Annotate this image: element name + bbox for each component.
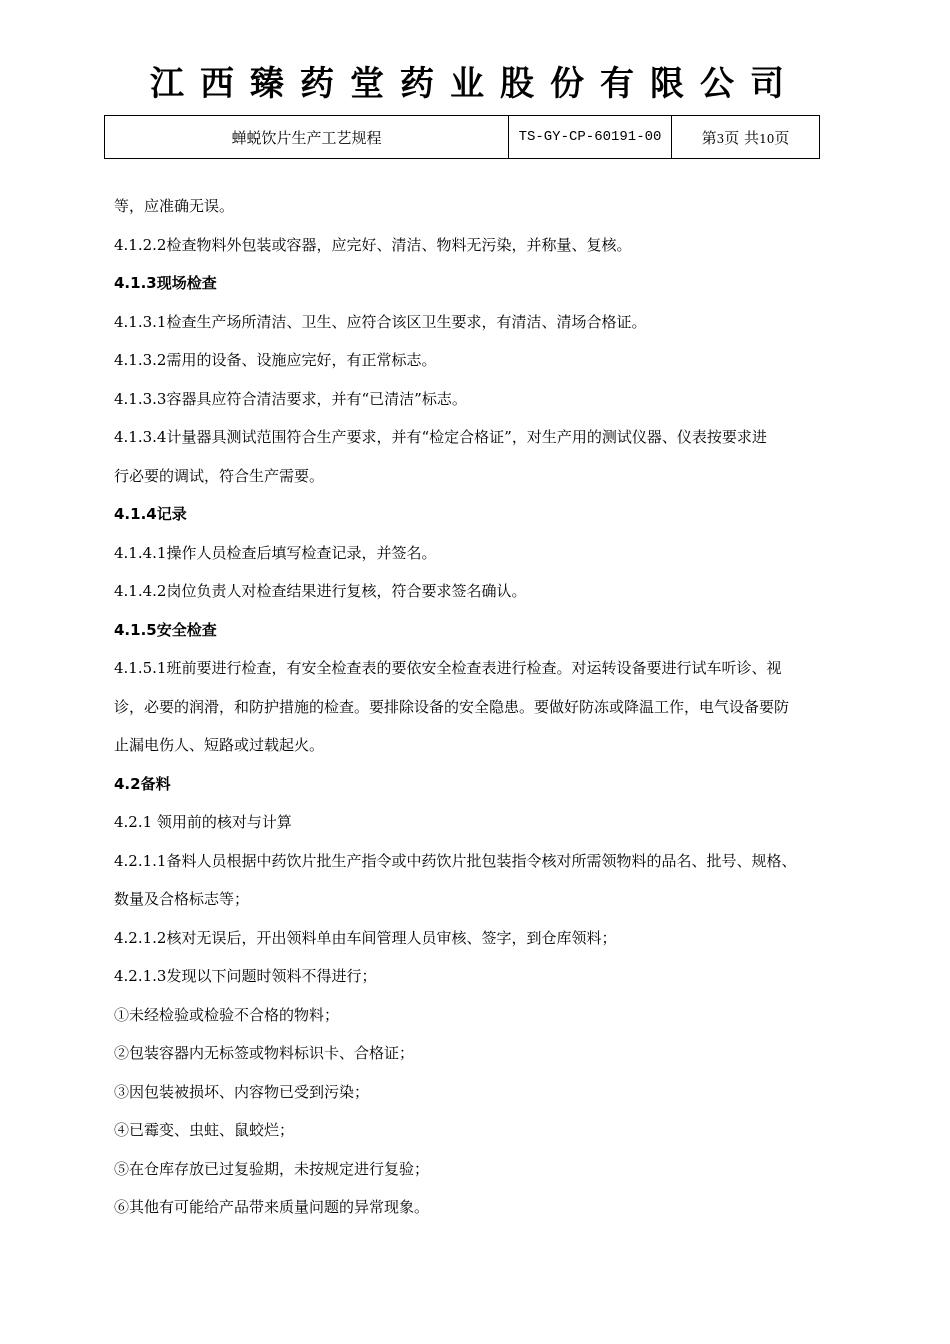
text-line: 数量及合格标志等； [114, 890, 250, 908]
list-item: ①未经检验或检验不合格的物料； [114, 1005, 340, 1024]
text-line: 4.1.5.1班前要进行检查，有安全检查表的要依安全检查表进行检查。对运转设备要进行试车听诊、视 [114, 659, 782, 677]
text-line: 4.2.1.2核对无误后，开出领料单由车间管理人员审核、签字，到仓库领料； [114, 928, 617, 947]
page-current: 3 [716, 131, 725, 146]
text-line: 止漏电伤人、短路或过载起火。 [114, 736, 325, 754]
list-item: ②包装容器内无标签或物料标识卡、合格证； [114, 1044, 415, 1062]
page-prefix: 第 [701, 128, 717, 147]
section-heading: 4.2备料 [114, 774, 171, 793]
section-heading: 4.1.3现场检查 [114, 274, 217, 292]
list-item: ④已霉变、虫蛀、鼠蛟烂； [114, 1121, 295, 1139]
page-indicator [672, 116, 820, 159]
text-line: 4.1.4.2岗位负责人对检查结果进行复核，符合要求签名确认。 [114, 582, 527, 600]
page-suffix: 页 [774, 128, 790, 147]
section-heading: 4.1.5安全检查 [114, 620, 217, 639]
document-body [114, 187, 874, 1227]
text-line: 诊，必要的润滑，和防护措施的检查。要排除设备的安全隐患。要做好防冻或降温工作，电气设备要防 [114, 697, 790, 716]
text-line: 4.1.3.4计量器具测试范围符合生产要求，并有“检定合格证”，对生产用的测试仪器、仪表按要求进 [114, 428, 767, 446]
page-mid: 页 共 [724, 128, 760, 147]
document-header-table [104, 115, 820, 159]
page-total: 10 [759, 131, 775, 146]
document-code: TS-GY-CP-60191-00 [509, 116, 672, 159]
text-line: 行必要的调试，符合生产需要。 [114, 466, 325, 485]
text-line: 4.2.1 领用前的核对与计算 [114, 813, 292, 831]
document-title: 蝉蜕饮片生产工艺规程 [105, 116, 509, 159]
list-item: ③因包装被损坏、内容物已受到污染； [114, 1082, 370, 1101]
text-line: 4.1.3.2需用的设备、设施应完好，有正常标志。 [114, 351, 437, 369]
text-line: 4.2.1.1备料人员根据中药饮片批生产指令或中药饮片批包装指令核对所需领物料的品名、批号、规格、 [114, 851, 797, 870]
text-line: 4.1.3.3容器具应符合清洁要求，并有“已清洁”标志。 [114, 389, 467, 408]
text-line: 等，应准确无误。 [114, 197, 235, 215]
company-name: 江西臻药堂药业股份有限公司 [150, 64, 800, 104]
text-line: 4.1.4.1操作人员检查后填写检查记录，并签名。 [114, 543, 437, 562]
text-line: 4.2.1.3发现以下问题时领料不得进行； [114, 967, 377, 985]
list-item: ⑤在仓库存放已过复验期，未按规定进行复验； [114, 1159, 430, 1178]
text-line: 4.1.2.2检查物料外包装或容器，应完好、清洁、物料无污染，并称量、复核。 [114, 235, 632, 254]
text-line: 4.1.3.1检查生产场所清洁、卫生、应符合该区卫生要求，有清洁、清场合格证。 [114, 312, 647, 331]
list-item: ⑥其他有可能给产品带来质量问题的异常现象。 [114, 1198, 430, 1216]
section-heading: 4.1.4记录 [114, 505, 187, 523]
